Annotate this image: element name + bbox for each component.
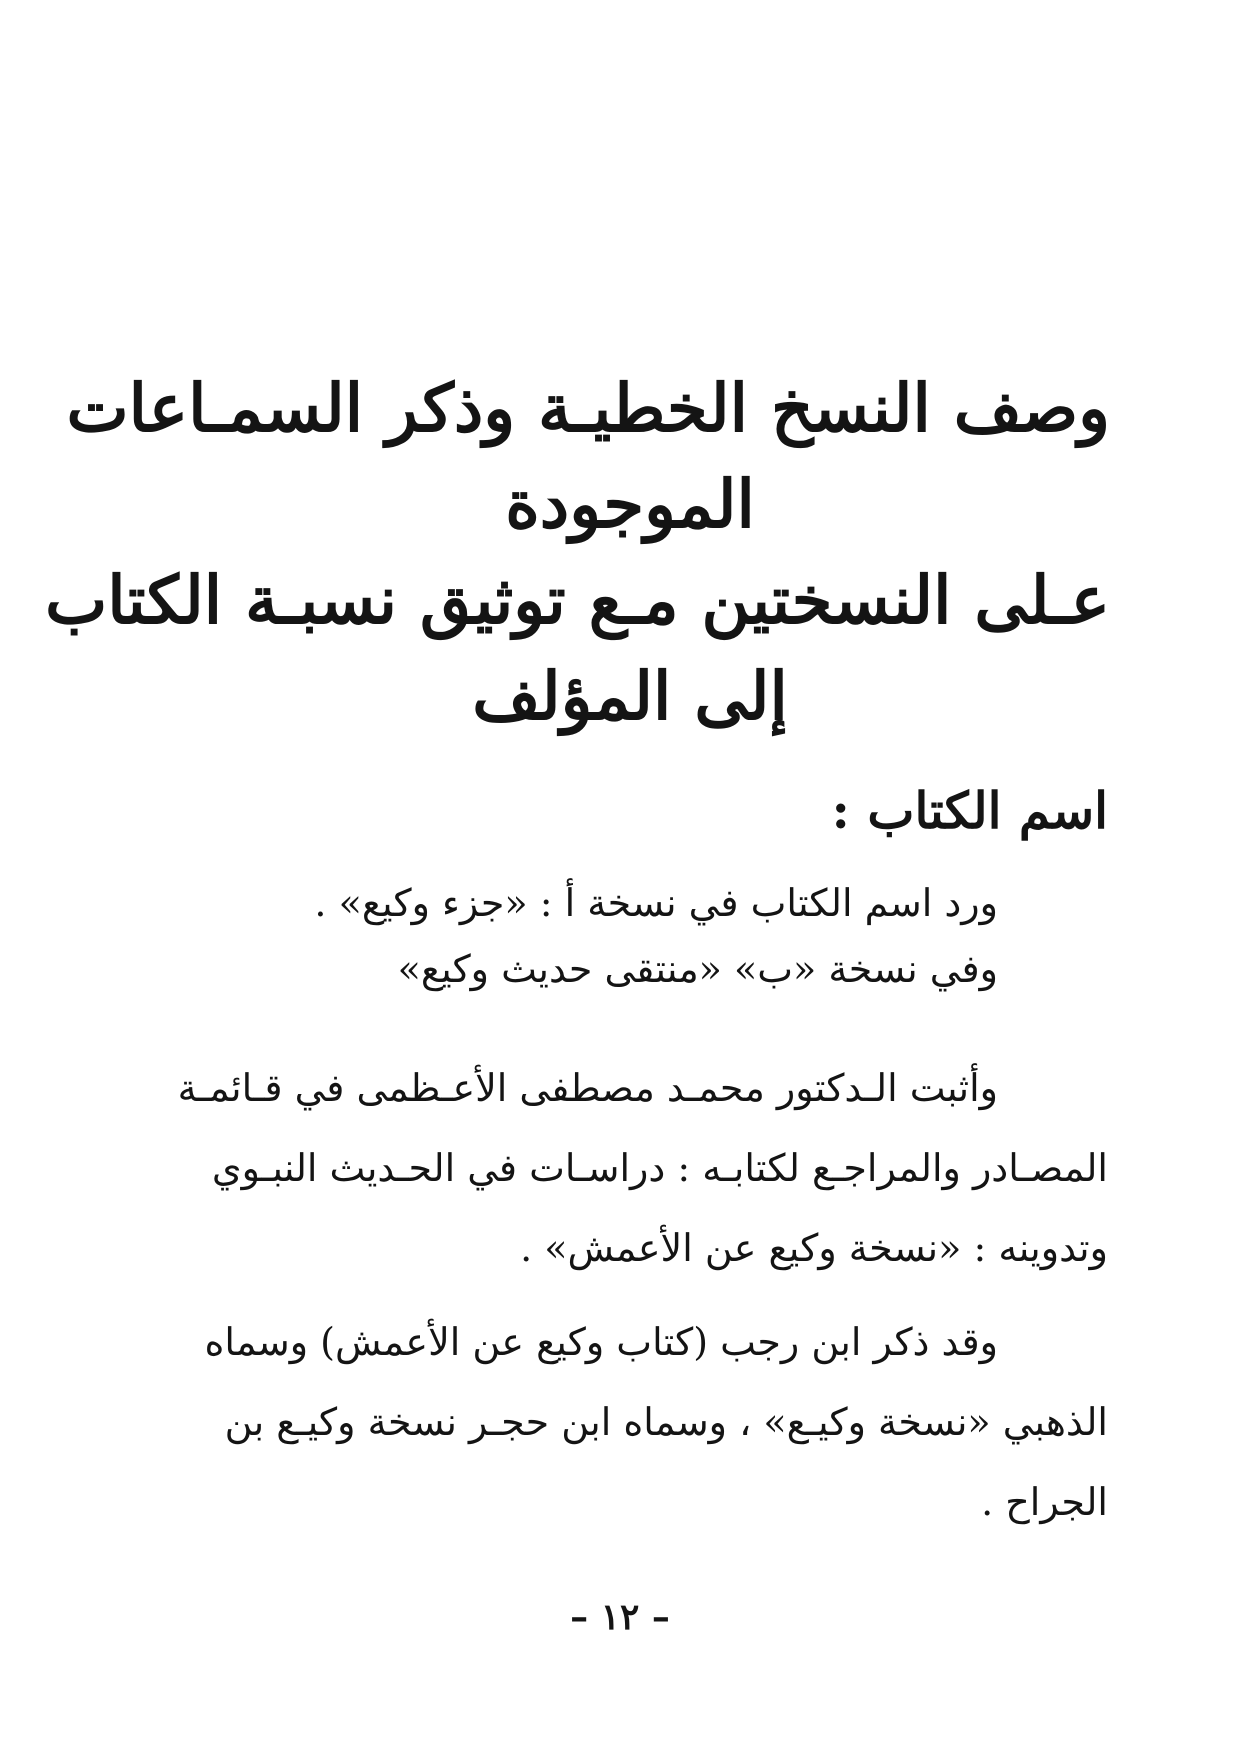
paragraph-ibn-rajab xyxy=(158,1302,1108,1542)
paragraph-line: الذهبي «نسخة وكيـع» ، وسماه ابن حجـر نسخة وكيـع بن xyxy=(224,1400,1108,1444)
title-line-2: الموجودة xyxy=(505,465,755,543)
section-heading-book-name: اسم الكتاب : xyxy=(831,781,1108,840)
paragraph-line: وأثبت الـدكتور محمـد مصطفى الأعـظمى في قـائمـة xyxy=(177,1066,998,1110)
paragraph-line: المصـادر والمراجـع لكتابـه : دراسـات في الحـديث النبـوي xyxy=(211,1146,1108,1190)
paragraph-line: الجراح . xyxy=(981,1480,1108,1524)
title-line-4: إلى المؤلف xyxy=(472,657,788,735)
paragraph-line: وقد ذكر ابن رجب (كتاب وكيع عن الأعمش) وسماه xyxy=(204,1320,998,1364)
paragraph-line: ورد اسم الكتاب في نسخة أ : «جزء وكيع» . xyxy=(314,881,998,925)
paragraph-line: وفي نسخة «ب» «منتقى حديث وكيع» xyxy=(397,947,998,991)
paragraph-line: وتدوينه : «نسخة وكيع عن الأعمش» . xyxy=(520,1226,1108,1270)
paragraph-manuscript-names xyxy=(158,870,1108,1002)
title-line-1: وصف النسخ الخطيـة وذكر السمـاعات xyxy=(66,369,1110,447)
title-line-3: عـلى النسختين مـع توثيق نسبـة الكتاب xyxy=(45,561,1110,639)
page-number: – ١٢ – xyxy=(570,1596,670,1638)
chapter-title xyxy=(45,360,1110,744)
paragraph-azami xyxy=(158,1048,1108,1288)
